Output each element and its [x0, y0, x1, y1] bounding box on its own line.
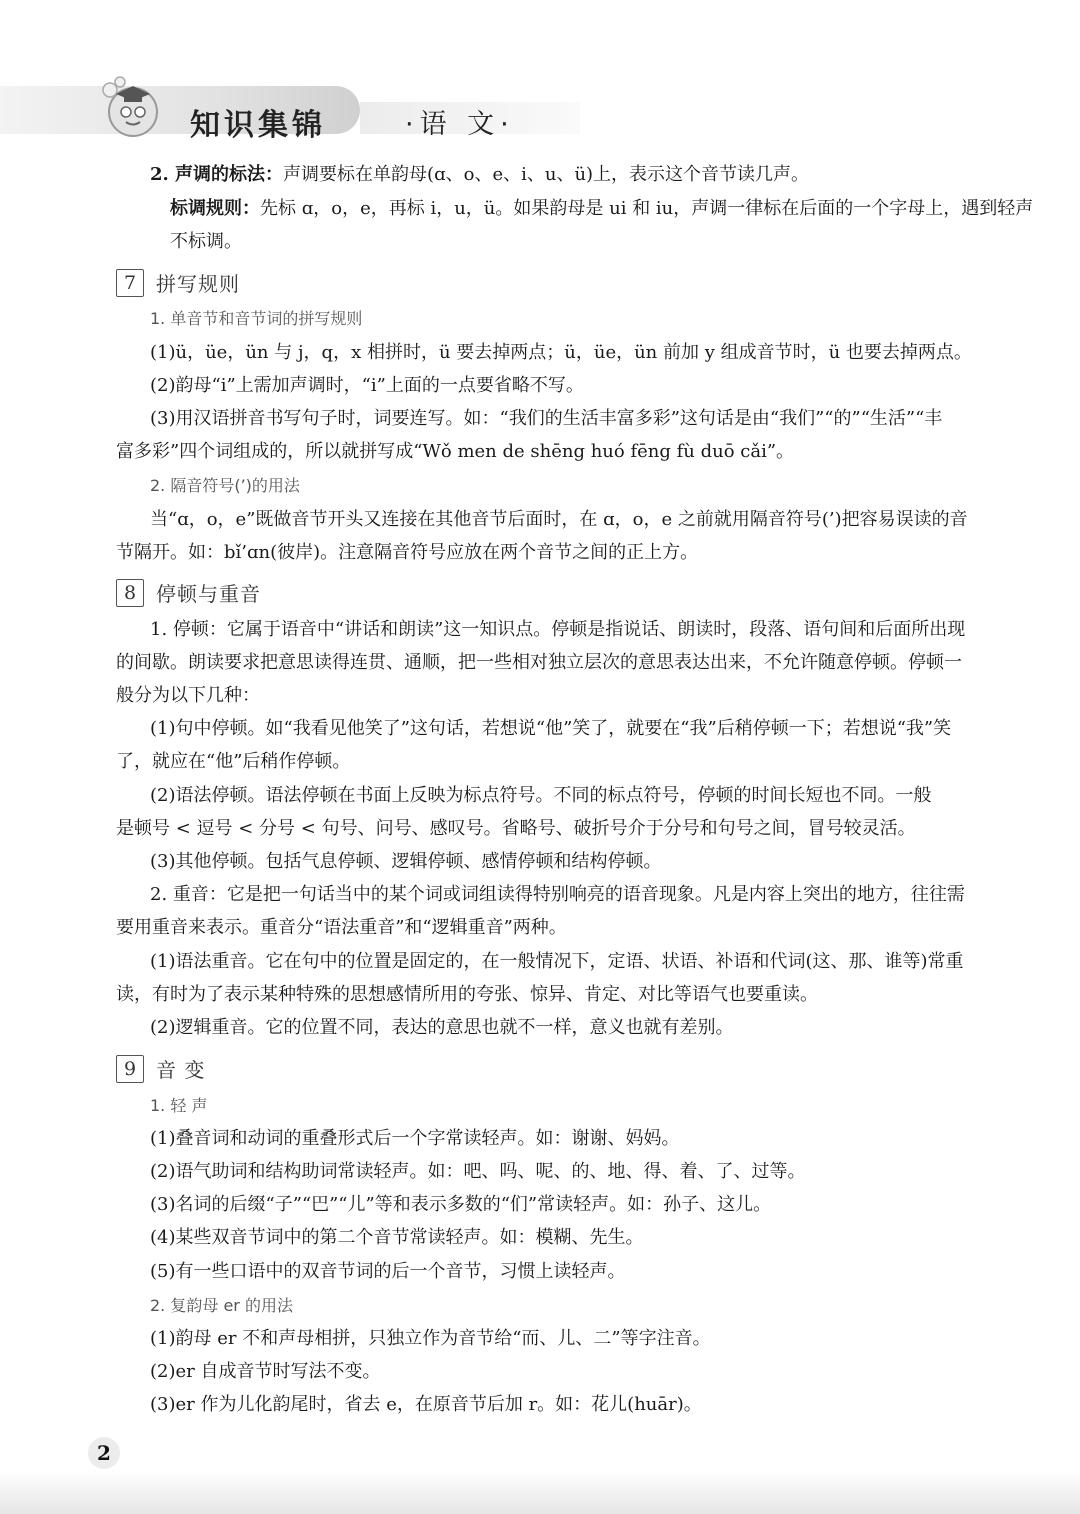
- section-7-p1: (1)ü，üe，ün 与 j，q，x 相拼时，ü 要去掉两点；ü，üe，ün 前加 y 组成音节时，ü 也要去掉两点。: [150, 342, 972, 363]
- section-9-p5: (5)有一些口语中的双音节词的后一个音节，习惯上读轻声。: [150, 1261, 626, 1282]
- section-9-sub2: 2. 复韵母 er 的用法: [150, 1296, 293, 1315]
- section-9-p3: (3)名词的后缀“子”“巴”“儿”等和表示多数的“们”常读轻声。如：孙子、这儿。: [150, 1194, 772, 1215]
- section-8-p2a: (1)句中停顿。如“我看见他笑了”这句话，若想说“他”笑了，就要在“我”后稍停顿一下；若想说“我”笑: [150, 718, 952, 739]
- section-7-sub1: 1. 单音节和音节词的拼写规则: [150, 309, 363, 328]
- page-header: [0, 72, 1080, 142]
- section-8-p1b: 的间歇。朗读要求把意思读得连贯、通顺，把一些相对独立层次的意思表达出来，不允许随意停顿。停顿一: [116, 652, 962, 673]
- section-8-p5a: 2. 重音：它是把一句话当中的某个词或词组读得特别响亮的语音现象。凡是内容上突出的地方，往往需: [150, 884, 965, 905]
- section-9-p6: (1)韵母 er 不和声母相拼，只独立作为音节给“而、儿、二”等字注音。: [150, 1328, 711, 1349]
- section-8-p3b: 是顿号 < 逗号 < 分号 < 句号、问号、感叹号。省略号、破折号介于分号和句号之间，冒号较灵活。: [116, 818, 916, 839]
- section-9-p4: (4)某些双音节词中的第二个音节常读轻声。如：模糊、先生。: [150, 1227, 644, 1248]
- section-8-p6a: (1)语法重音。它在句中的位置是固定的，在一般情况下，定语、状语、补语和代词(这、那、谁等)常重: [150, 951, 964, 972]
- section-7-p4b: 节隔开。如：bǐ’ɑn(彼岸)。注意隔音符号应放在两个音节之间的正上方。: [116, 542, 699, 563]
- section-7-title: 拼写规则: [156, 272, 240, 296]
- tone-marking-line: [150, 162, 1000, 188]
- footer-decoration: [0, 1470, 1080, 1514]
- section-9-p1: (1)叠音词和动词的重叠形式后一个字常读轻声。如：谢谢、妈妈。: [150, 1128, 680, 1149]
- section-8-p1a: 1. 停顿：它属于语音中“讲话和朗读”这一知识点。停顿是指说话、朗读时，段落、语句间和后面所出现: [150, 619, 966, 640]
- section-7-p2: (2)韵母“i”上需加声调时，“i”上面的一点要省略不写。: [150, 375, 584, 396]
- section-8-heading: [116, 578, 261, 608]
- section-7-p3a: (3)用汉语拼音书写句子时，词要连写。如：“我们的生活丰富多彩”这句话是由“我们”“的”“生活”“丰: [150, 408, 943, 429]
- mascot-icon: [98, 74, 168, 138]
- tone-marking-text: 声调要标在单韵母(ɑ、o、e、i、u、ü)上，表示这个音节读几声。: [283, 164, 810, 185]
- tone-marking-label: 2. 声调的标法：: [150, 164, 284, 185]
- section-8-p6b: 读，有时为了表示某种特殊的思想感情所用的夸张、惊异、肯定、对比等语气也要重读。: [116, 984, 818, 1005]
- section-7-sub2: 2. 隔音符号(’)的用法: [150, 476, 300, 495]
- section-9-title: 音 变: [156, 1058, 206, 1082]
- section-9-number: 9: [116, 1055, 144, 1083]
- section-9-sub1: 1. 轻 声: [150, 1096, 208, 1115]
- tone-rule-line: [170, 196, 1034, 222]
- section-7-number: 7: [116, 269, 144, 297]
- tone-rule-text: 先标 ɑ，o，e，再标 i，u，ü。如果韵母是 ui 和 iu，声调一律标在后面的一个字母上，遇到轻声: [260, 198, 1034, 219]
- header-title: 知识集锦: [190, 108, 326, 143]
- section-9-p2: (2)语气助词和结构助词常读轻声。如：吧、吗、呢、的、地、得、着、了、过等。: [150, 1161, 806, 1182]
- section-7-heading: [116, 268, 240, 298]
- section-8-title: 停顿与重音: [156, 582, 261, 606]
- section-8-p5b: 要用重音来表示。重音分“语法重音”和“逻辑重音”两种。: [116, 917, 567, 938]
- section-7-p3b: 富多彩”四个词组成的，所以就拼写成“Wǒ men de shēng huó fēng fù duō cǎi”。: [116, 441, 795, 462]
- tone-rule-line-2: 不标调。: [170, 231, 242, 252]
- page-number: 2: [88, 1437, 120, 1469]
- section-8-number: 8: [116, 579, 144, 607]
- section-9-p8: (3)er 作为儿化韵尾时，省去 e，在原音节后加 r。如：花儿(huār)。: [150, 1394, 702, 1415]
- section-8-p4: (3)其他停顿。包括气息停顿、逻辑停顿、感情停顿和结构停顿。: [150, 851, 662, 872]
- section-8-p7: (2)逻辑重音。它的位置不同，表达的意思也就不一样，意义也就有差别。: [150, 1017, 734, 1038]
- header-subject: ·语 文·: [405, 109, 515, 140]
- section-8-p3a: (2)语法停顿。语法停顿在书面上反映为标点符号。不同的标点符号，停顿的时间长短也不同。一般: [150, 785, 932, 806]
- section-9-p7: (2)er 自成音节时写法不变。: [150, 1361, 381, 1382]
- section-7-p4a: 当“ɑ，o，e”既做音节开头又连接在其他音节后面时，在 ɑ，o，e 之前就用隔音符号(’)把容易误读的音: [150, 509, 968, 530]
- section-8-p2b: 了，就应在“他”后稍作停顿。: [116, 751, 351, 772]
- section-8-p1c: 般分为以下几种：: [116, 685, 260, 706]
- section-9-heading: [116, 1054, 205, 1084]
- tone-rule-label: 标调规则：: [170, 198, 260, 219]
